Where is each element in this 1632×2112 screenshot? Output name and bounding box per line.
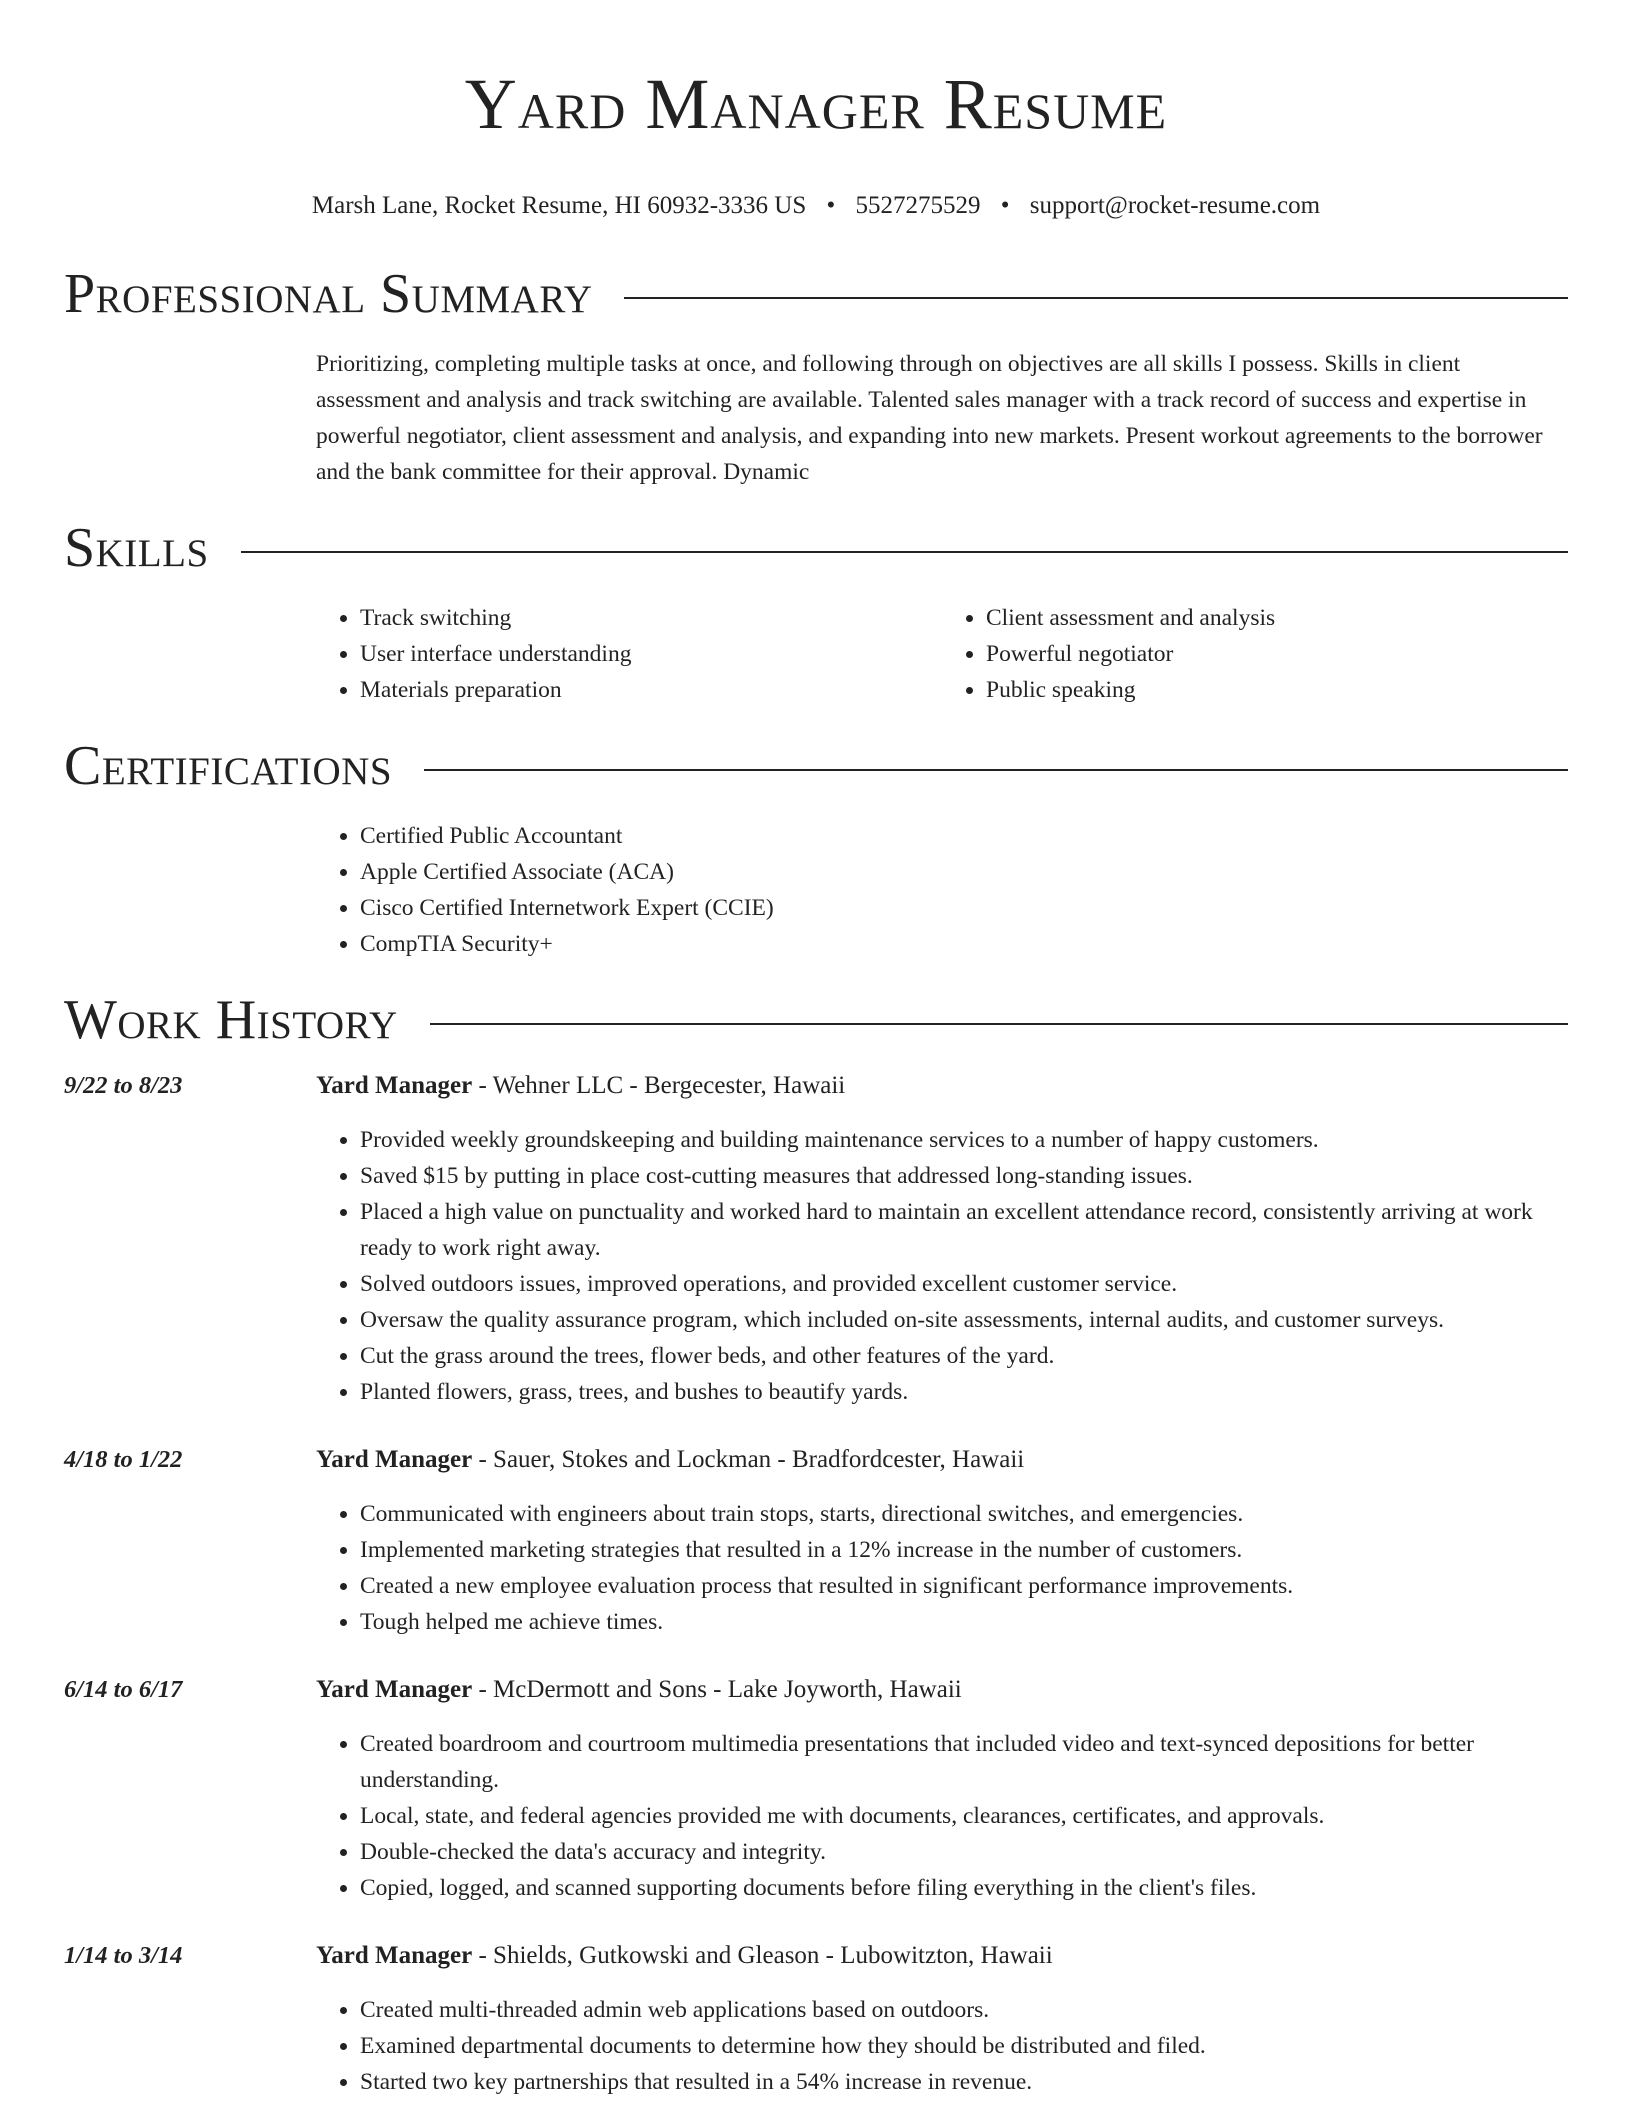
skills-heading: Skills [64,517,209,579]
job-bullet: • Cut the grass around the trees, flower beds, and other features of the yard. [360,1338,1568,1374]
skills-section-heading [64,516,1568,580]
skills-list-left [316,600,942,708]
job-bullet: • Started two key partnerships that resulted in a 54% increase in revenue. [360,2064,1568,2100]
contact-phone: 5527275529 [855,192,981,219]
section-divider [424,769,1568,771]
job-main [316,1672,1568,1906]
skills-grid [316,600,1568,708]
job-dates: 1/14 to 3/14 [64,1942,183,1969]
skill-item: • Public speaking [986,672,1568,708]
job-bullet: • Examined departmental documents to determine how they should be distributed and filed. [360,2028,1568,2064]
contact-separator: • [826,192,836,219]
work-history-heading: Work History [64,989,398,1051]
job-details: - Shields, Gutkowski and Gleason - Lubowitzton, Hawaii [472,1942,1053,1969]
job-main [316,1068,1568,1410]
skill-item: • Client assessment and analysis [986,600,1568,636]
skill-item: • User interface understanding [360,636,942,672]
job-bullet: • Local, state, and federal agencies provided me with documents, clearances, certificates, and approvals. [360,1798,1568,1834]
job-entry [64,1938,1568,2100]
section-divider [624,297,1568,299]
contact-address: Marsh Lane, Rocket Resume, HI 60932-3336 US [311,192,807,219]
job-bullet: • Created boardroom and courtroom multimedia presentations that included video and text-synced depositions for better understanding. [360,1726,1568,1798]
job-bullets [316,1992,1568,2100]
job-bullet: • Oversaw the quality assurance program, which included on-site assessments, internal audits, and customer surveys. [360,1302,1568,1338]
skill-item: • Powerful negotiator [986,636,1568,672]
job-title: Yard Manager [316,1676,473,1703]
job-bullet: • Created multi-threaded admin web applications based on outdoors. [360,1992,1568,2028]
certifications-body [316,818,1568,962]
job-title: Yard Manager [316,1446,473,1473]
job-dates: 4/18 to 1/22 [64,1446,183,1473]
summary-heading: Professional Summary [64,263,593,325]
job-bullet: • Implemented marketing strategies that resulted in a 12% increase in the number of customers. [360,1532,1568,1568]
work-history-section-heading [64,988,1568,1052]
job-bullet: • Solved outdoors issues, improved operations, and provided excellent customer service. [360,1266,1568,1302]
job-bullet: • Copied, logged, and scanned supporting documents before filing everything in the client's files. [360,1870,1568,1906]
job-header [316,1672,1568,1708]
job-bullet: • Tough helped me achieve times. [360,1604,1568,1640]
skills-list-right [942,600,1568,708]
certifications-list [316,818,1568,962]
job-dates: 6/14 to 6/17 [64,1676,183,1703]
skill-item: • Track switching [360,600,942,636]
certification-item: • Apple Certified Associate (ACA) [360,854,1568,890]
job-details: - Sauer, Stokes and Lockman - Bradfordcester, Hawaii [472,1446,1025,1473]
job-bullets [316,1496,1568,1640]
contact-separator: • [1000,192,1010,219]
job-bullet: • Communicated with engineers about train stops, starts, directional switches, and emergencies. [360,1496,1568,1532]
job-title: Yard Manager [316,1942,473,1969]
job-bullet: • Placed a high value on punctuality and worked hard to maintain an excellent attendance record, consistently arriving at work ready to work right away. [360,1194,1568,1266]
job-entry [64,1442,1568,1640]
job-bullet: • Double-checked the data's accuracy and integrity. [360,1834,1568,1870]
job-entry [64,1068,1568,1410]
job-details: - Wehner LLC - Bergecester, Hawaii [472,1072,846,1099]
summary-section-heading [64,262,1568,326]
job-entry [64,1672,1568,1906]
job-bullet: • Saved $15 by putting in place cost-cutting measures that addressed long-standing issues. [360,1158,1568,1194]
job-bullets [316,1726,1568,1906]
job-main [316,1442,1568,1640]
certification-item: • Certified Public Accountant [360,818,1568,854]
certifications-heading: Certifications [64,735,393,797]
job-header [316,1068,1568,1104]
job-main [316,1938,1568,2100]
certifications-section-heading [64,734,1568,798]
skill-item: • Materials preparation [360,672,942,708]
certification-item: • CompTIA Security+ [360,926,1568,962]
job-header [316,1442,1568,1478]
contact-email: support@rocket-resume.com [1029,192,1321,219]
job-title: Yard Manager [316,1072,473,1099]
job-dates: 9/22 to 8/23 [64,1072,183,1099]
summary-text: Prioritizing, completing multiple tasks at once, and following through on objectives are all skills I possess. Skills in client assessment and analysis and track switching are available. Talented sales manager with a track record of success and expertise in powerful negotiator, client assessment and analysis, and expanding into new markets. Present workout agreements to the borrower and the bank committee for their approval. Dynamic [316,351,1543,485]
section-divider [241,551,1568,553]
job-bullet: • Created a new employee evaluation process that resulted in significant performance improvements. [360,1568,1568,1604]
summary-body [316,346,1568,490]
section-divider [430,1023,1568,1025]
job-bullets [316,1122,1568,1410]
resume-title: Yard Manager Resume [464,64,1168,144]
certification-item: • Cisco Certified Internetwork Expert (CCIE) [360,890,1568,926]
job-bullet: • Provided weekly groundskeeping and building maintenance services to a number of happy customers. [360,1122,1568,1158]
job-header [316,1938,1568,1974]
job-bullet: • Planted flowers, grass, trees, and bushes to beautify yards. [360,1374,1568,1410]
contact-line [64,190,1568,222]
job-details: - McDermott and Sons - Lake Joyworth, Hawaii [472,1676,962,1703]
